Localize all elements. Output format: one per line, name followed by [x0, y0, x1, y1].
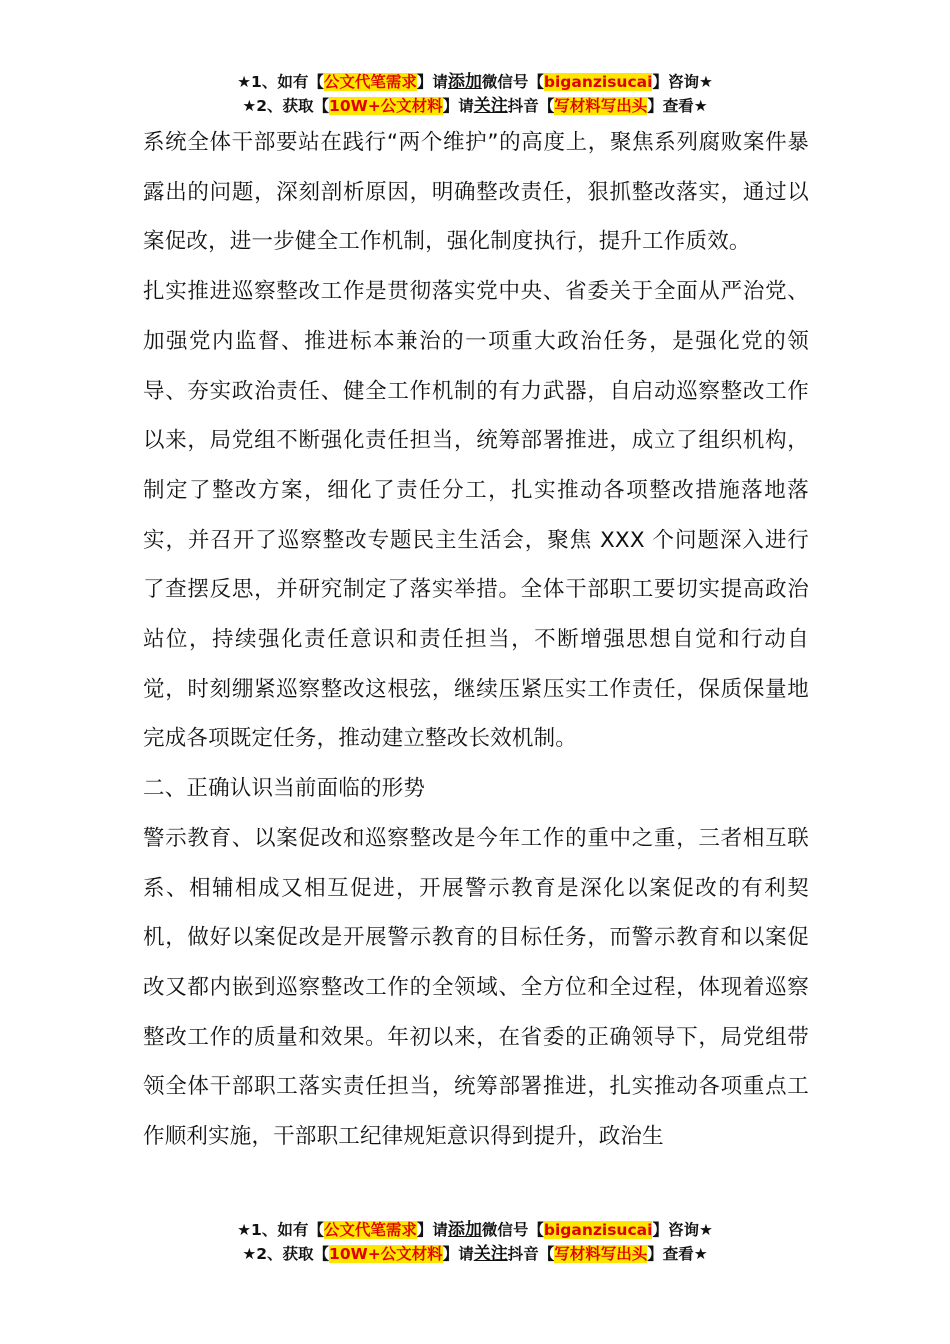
- banner-text: ★2、获取【: [242, 97, 330, 115]
- banner-line-2: [0, 94, 950, 118]
- highlight-label: 公文代笔需求: [323, 73, 417, 91]
- paragraph: 扎实推进巡察整改工作是贯彻落实党中央、省委关于全面从严治党、加强党内监督、推进标本兼治的一项重大政治任务，是强化党的领导、夯实政治责任、健全工作机制的有力武器，自启动巡察整改工作以来，局党组不断强化责任担当，统筹部署推进，成立了组织机构，制定了整改方案，细化了责任分工，扎实推动各项整改措施落地落实，并召开了巡察整改专题民主生活会，聚焦 XXX 个问题深入进行了查摆反思，并研究制定了落实举措。全体干部职工要切实提高政治站位，持续强化责任意识和责任担当，不断增强思想自觉和行动自觉，时刻绷紧巡察整改这根弦，继续压紧压实工作责任，保质保量地完成各项既定任务，推动建立整改长效机制。: [143, 279, 809, 752]
- section-heading: 二、正确认识当前面临的形势: [143, 776, 426, 802]
- wechat-id-highlight: biganzisucai: [543, 73, 653, 91]
- banner-text: 】查看★: [647, 1245, 708, 1263]
- underlined-label: 添加: [447, 72, 482, 92]
- douyin-highlight: 写材料写出头: [554, 1245, 648, 1263]
- banner-text: 】请: [416, 73, 448, 91]
- banner-text: 微信号【: [481, 1221, 544, 1239]
- banner-line-1: [0, 70, 950, 94]
- underlined-label: 添加: [447, 1220, 482, 1240]
- banner-text: 】查看★: [647, 97, 708, 115]
- paragraph: 系统全体干部要站在践行“两个维护”的高度上，聚焦系列腐败案件暴露出的问题，深刻剖析原因，明确整改责任，狠抓整改落实，通过以案促改，进一步健全工作机制，强化制度执行，提升工作质效。: [143, 130, 809, 255]
- highlight-label: 公文代笔需求: [323, 1221, 417, 1239]
- underlined-label: 关注: [473, 96, 508, 116]
- header-banner: [0, 70, 950, 118]
- banner-text: ★2、获取【: [242, 1245, 330, 1263]
- banner-text: 】请: [442, 1245, 474, 1263]
- underlined-label: 关注: [473, 1244, 508, 1264]
- banner-line-2: [0, 1242, 950, 1266]
- banner-text: 】请: [442, 97, 474, 115]
- banner-text: 抖音【: [507, 97, 555, 115]
- highlight-label: 10W+公文材料: [329, 1245, 443, 1263]
- banner-line-1: [0, 1218, 950, 1242]
- banner-text: 】咨询★: [652, 73, 713, 91]
- douyin-highlight: 写材料写出头: [554, 97, 648, 115]
- banner-text: ★1、如有【: [237, 73, 324, 91]
- banner-text: 】咨询★: [652, 1221, 713, 1239]
- footer-banner: [0, 1218, 950, 1266]
- wechat-id-highlight: biganzisucai: [543, 1221, 653, 1239]
- banner-text: 】请: [416, 1221, 448, 1239]
- banner-text: ★1、如有【: [237, 1221, 324, 1239]
- highlight-label: 10W+公文材料: [329, 97, 443, 115]
- document-body: [143, 118, 809, 1162]
- paragraph: 警示教育、以案促改和巡察整改是今年工作的重中之重，三者相互联系、相辅相成又相互促进，开展警示教育是深化以案促改的有利契机，做好以案促改是开展警示教育的目标任务，而警示教育和以案促改又都内嵌到巡察整改工作的全领域、全方位和全过程，体现着巡察整改工作的质量和效果。年初以来，在省委的正确领导下，局党组带领全体干部职工落实责任担当，统筹部署推进，扎实推动各项重点工作顺利实施，干部职工纪律规矩意识得到提升，政治生: [143, 825, 809, 1150]
- banner-text: 微信号【: [481, 73, 544, 91]
- banner-text: 抖音【: [507, 1245, 555, 1263]
